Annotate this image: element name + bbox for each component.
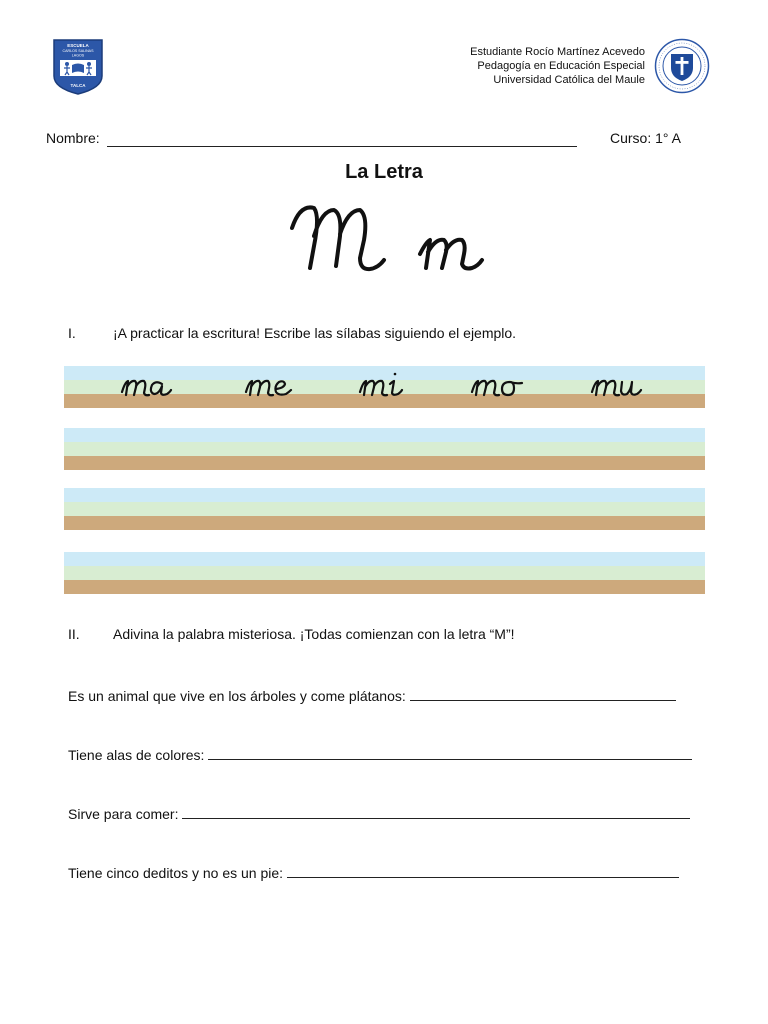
question-text: Es un animal que vive en los árboles y come plátanos: <box>68 688 406 704</box>
cursive-letter-display <box>0 196 768 286</box>
syllable-mi <box>360 381 402 395</box>
section-one-number: I. <box>68 325 76 341</box>
name-label: Nombre: <box>46 130 100 146</box>
section-two-number: II. <box>68 626 80 642</box>
section-two-heading <box>68 626 515 642</box>
question-text: Sirve para comer: <box>68 806 179 822</box>
question-text: Tiene cinco deditos y no es un pie: <box>68 865 284 881</box>
example-syllables <box>64 362 705 406</box>
syllable-mo <box>472 381 522 395</box>
name-answer-line[interactable] <box>107 146 577 147</box>
logo-text-3: LAGOS <box>71 53 85 58</box>
logo-text-1: ESCUELA <box>67 43 89 48</box>
program-name: Pedagogía en Educación Especial <box>477 60 645 72</box>
writing-band-practice[interactable] <box>64 428 705 456</box>
university-seal-logo <box>654 38 710 94</box>
cursive-lowercase-m <box>420 240 482 269</box>
header-credits <box>470 45 645 87</box>
school-shield-logo <box>52 38 104 96</box>
student-name: Estudiante Rocío Martínez Acevedo <box>470 46 645 58</box>
writing-band-practice[interactable] <box>64 552 705 580</box>
answer-line[interactable] <box>208 745 692 760</box>
logo-text-2: CARLOS SALINAS <box>62 49 94 53</box>
question-text: Tiene alas de colores: <box>68 747 205 763</box>
course-label: Curso: 1° A <box>610 130 681 146</box>
section-one-heading <box>68 325 516 341</box>
section-two-instruction: Adivina la palabra misteriosa. ¡Todas comienzan con la letra “M”! <box>113 626 515 642</box>
logo-text-4: TALCA <box>70 83 86 88</box>
question-row <box>68 686 676 704</box>
section-one-instruction: ¡A practicar la escritura! Escribe las sílabas siguiendo el ejemplo. <box>113 325 517 341</box>
syllable-mu <box>592 381 641 395</box>
question-row <box>68 745 692 763</box>
question-row <box>68 804 690 822</box>
syllable-ma <box>122 381 171 395</box>
cursive-uppercase-m <box>292 207 384 269</box>
answer-line[interactable] <box>287 863 679 878</box>
university-name: Universidad Católica del Maule <box>493 74 645 86</box>
question-row <box>68 863 679 881</box>
page-title: La Letra <box>345 161 423 183</box>
syllable-me <box>246 381 291 395</box>
answer-line[interactable] <box>410 686 676 701</box>
writing-band-practice[interactable] <box>64 488 705 516</box>
answer-line[interactable] <box>182 804 690 819</box>
